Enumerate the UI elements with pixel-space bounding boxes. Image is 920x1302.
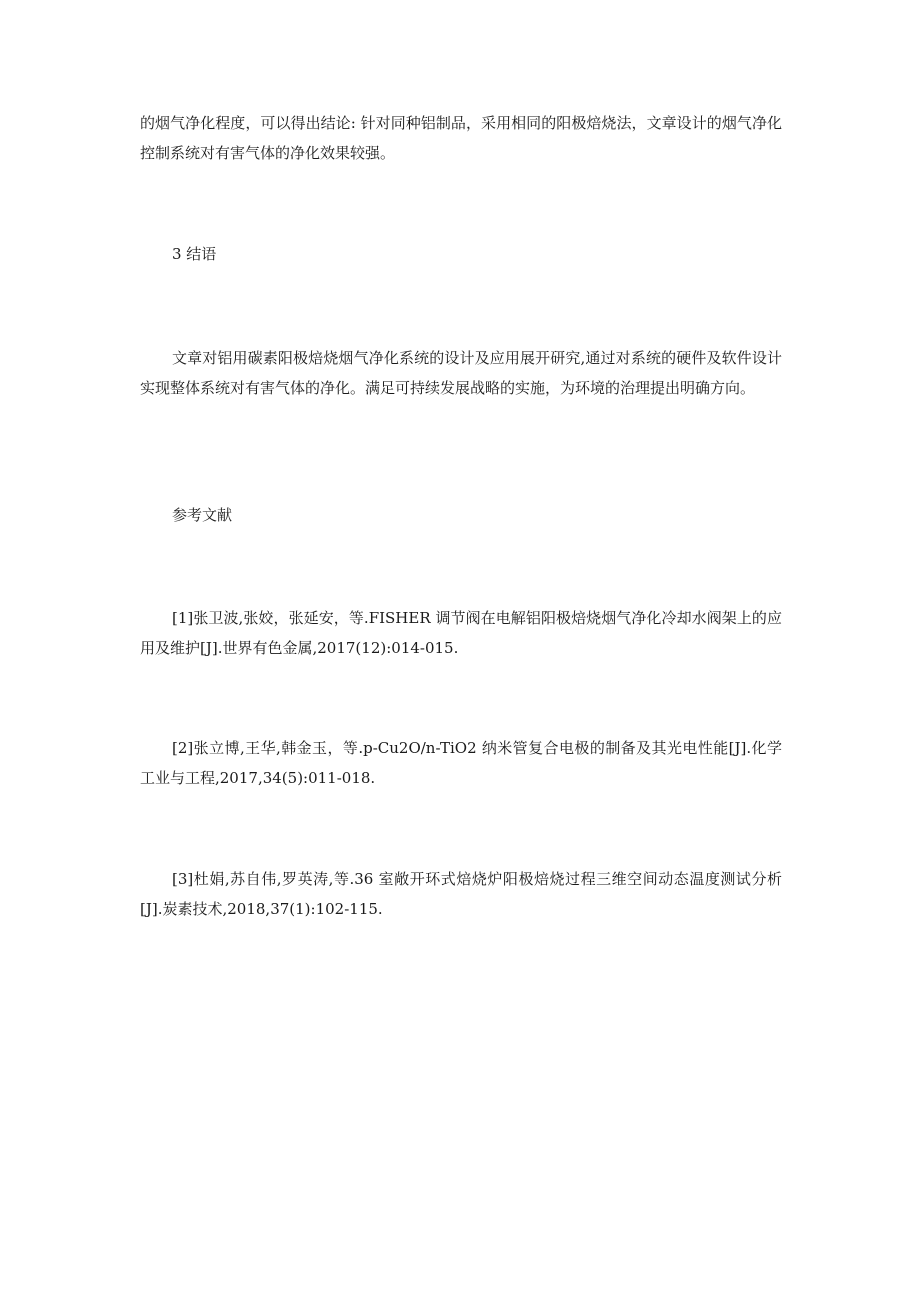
references-heading: 参考文献 [172, 506, 233, 524]
reference-item-1: [1]张卫波,张姣，张延安，等.FISHER 调节阀在电解铝阳极焙烧烟气净化冷却水阀架上的应用及维护[J].世界有色金属,2017(12):014-015. [140, 609, 782, 657]
reference-item-2: [2]张立博,王华,韩金玉，等.p-Cu2O/n-TiO2 纳米管复合电极的制备及其光电性能[J].化学工业与工程,2017,34(5):011-018. [140, 739, 782, 787]
section-heading-conclusion: 3 结语 [172, 245, 217, 263]
conclusion-paragraph: 文章对铝用碳素阳极焙烧烟气净化系统的设计及应用展开研究,通过对系统的硬件及软件设计实现整体系统对有害气体的净化。满足可持续发展战略的实施，为环境的治理提出明确方向。 [140, 349, 782, 397]
reference-item-3: [3]杜娟,苏自伟,罗英涛,等.36 室敞开环式焙烧炉阳极焙烧过程三维空间动态温度测试分析[J].炭素技术,2018,37(1):102-115. [140, 870, 782, 918]
intro-paragraph: 的烟气净化程度，可以得出结论: 针对同种铝制品，采用相同的阳极焙烧法，文章设计的烟气净化控制系统对有害气体的净化效果较强。 [140, 114, 782, 162]
